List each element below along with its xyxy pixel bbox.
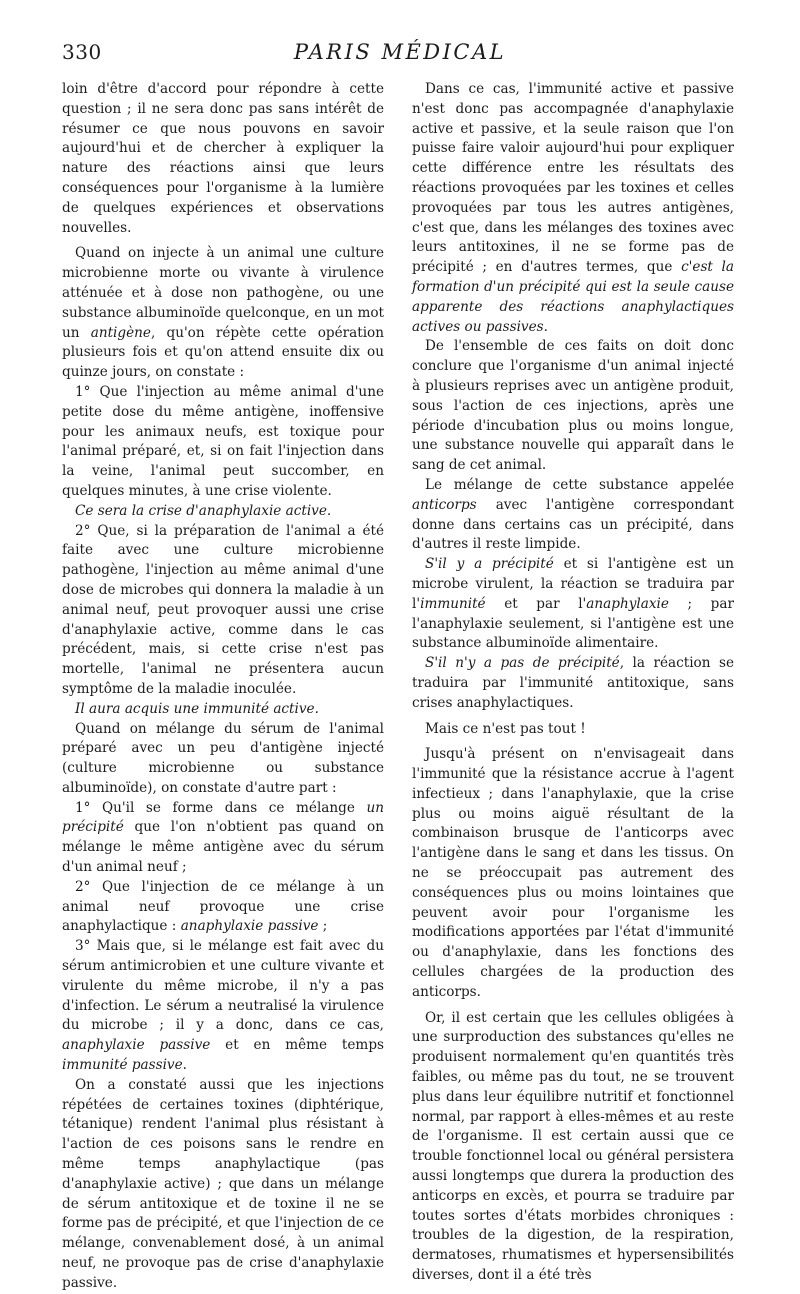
paragraph: Dans ce cas, l'immunité active et passive n'est donc pas accompagnée d'anaphylaxie active et passive, et la seule raison que l'on puisse faire valoir aujourd'hui pour expliquer cette différence entre les résultats des réactions provoquées par les toxines et celles provoquées par tous les autres antigènes, c'est que, dans les mélanges des toxines avec leurs antitoxines, il ne se forme pas de précipité ; en d'autres termes, que c'est la formation d'un précipité qui est la seule cause apparente des réactions anaphylactiques actives ou passives. bbox=[412, 81, 734, 335]
paragraph: On a constaté aussi que les injections répétées de certaines toxines (diphtérique, tétanique) rendent l'animal plus résistant à l'action de ces poisons sans le rendre en même temps anaphylactique (pas d'anaphylaxie active) ; que dans un mélange de sérum antitoxique et de toxine il ne se forme pas de précipité, et que l'injection de ce mélange, convenablement dosé, à un animal neuf, ne provoque pas de crise d'anaphylaxie passive. bbox=[62, 1076, 384, 1291]
paragraph: loin d'être d'accord pour répondre à cette question ; il ne sera donc pas sans intérêt de résumer ce que nous pouvons en savoir aujourd'hui et de chercher à expliquer la nature des réactions ainsi que leurs conséquences pour l'organisme à la lumière de quelques expériences et observations nouvelles. bbox=[62, 81, 384, 236]
paragraph: Mais ce n'est pas tout ! bbox=[425, 720, 586, 737]
paragraph: 1° Qu'il se forme dans ce mélange un précipité que l'on n'obtient pas quand on mélange le même antigène avec du sérum d'un animal neuf ; bbox=[62, 799, 384, 876]
paragraph: Le mélange de cette substance appelée anticorps avec l'antigène correspondant donne dans certains cas un précipité, dans d'autres il reste limpide. bbox=[412, 476, 734, 553]
paragraph: S'il n'y a pas de précipité, la réaction se traduira par l'immunité antitoxique, sans crises anaphylactiques. bbox=[412, 655, 734, 711]
paragraph: Quand on mélange du sérum de l'animal préparé avec un peu d'antigène injecté (culture microbienne ou substance albuminoïde), on constate d'autre part : bbox=[62, 720, 384, 796]
paragraph: Jusqu'à présent on n'envisageait dans l'immunité que la résistance accrue à l'agent infectieux ; dans l'anaphylaxie, que la crise plus ou moins aiguë résultant de la combinaison brusque de l'anticorps avec l'antigène dans le sang et dans les tissus. On ne se préoccupait pas autrement des conséquences plus ou moins lointaines que peuvent avoir pour l'organisme les modifications apportées par l'état d'immunité ou d'anaphylaxie, dans les fonctions des cellules chargées de la production des anticorps. bbox=[412, 746, 734, 1000]
running-title: PARIS MÉDICAL bbox=[293, 40, 507, 64]
paragraph: Il aura acquis une immunité active. bbox=[75, 700, 319, 717]
paragraph: De l'ensemble de ces faits on doit donc conclure que l'organisme d'un animal injecté à plusieurs reprises avec un antigène produit, sous l'action de ces injections, après une période d'incubation plus ou moins longue, une substance nouvelle qui apparaît dans le sang de cet animal. bbox=[412, 338, 734, 474]
paragraph: S'il y a précipité et si l'antigène est un microbe virulent, la réaction se traduira par l'immunité et par l'anaphylaxie ; par l'anaphylaxie seulement, si l'antigène est une substance albuminoïde alimentaire. bbox=[412, 556, 734, 652]
paragraph: 2° Que, si la préparation de l'animal a été faite avec une culture microbienne pathogène, l'injection au même animal d'une dose de microbes qui donnera la maladie à un animal neuf, peut provoquer aussi une crise d'anaphylaxie active, comme dans le cas précédent, mais, si cette crise n'est pas mortelle, l'animal ne présentera aucun symptôme de la maladie inoculée. bbox=[62, 522, 384, 697]
paragraph: Ce sera la crise d'anaphylaxie active. bbox=[75, 502, 332, 519]
paragraph: Quand on injecte à un animal une culture microbienne morte ou vivante à virulence atténuée et à dose non pathogène, ou une substance albuminoïde quelconque, en un mot un antigène, qu'on répète cette opération plusieurs fois et qu'on attend ensuite dix ou quinze jours, on constate : bbox=[62, 245, 384, 381]
page-number: 330 bbox=[62, 40, 102, 64]
paragraph: 3° Mais que, si le mélange est fait avec du sérum antimicrobien et une culture vivante et virulente du même microbe, il n'y a pas d'infection. Le sérum a neutralisé la virulence du microbe ; il y a donc, dans ce cas, anaphylaxie passive et en même temps immunité passive. bbox=[62, 938, 384, 1074]
paragraph: 2° Que l'injection de ce mélange à un animal neuf provoque une crise anaphylactique : anaphylaxie passive ; bbox=[62, 878, 384, 935]
left-column bbox=[62, 80, 384, 1294]
paragraph: 1° Que l'injection au même animal d'une petite dose du même antigène, inoffensive pour les animaux neufs, est toxique pour l'animal préparé, et, si on fait l'injection dans la veine, l'animal peut succomber, en quelques minutes, à une crise violente. bbox=[62, 383, 384, 499]
paragraph: Or, il est certain que les cellules obligées à une surproduction des substances qu'elles ne produisent normalement qu'en quantités très faibles, ou même pas du tout, ne se trouvent plus dans leur équilibre nutritif et fonctionnel normal, par rapport à elles-mêmes et au reste de l'organisme. Il est certain aussi que ce trouble fonctionnel local ou général persistera aussi longtemps que durera la production des anticorps en excès, et pourra se traduire par toutes sortes d'états morbides chroniques : troubles de la digestion, de la respiration, dermatoses, rhumatismes et hypersensibilités diverses, dont il a été très bbox=[412, 1009, 734, 1284]
right-column bbox=[412, 80, 734, 1286]
